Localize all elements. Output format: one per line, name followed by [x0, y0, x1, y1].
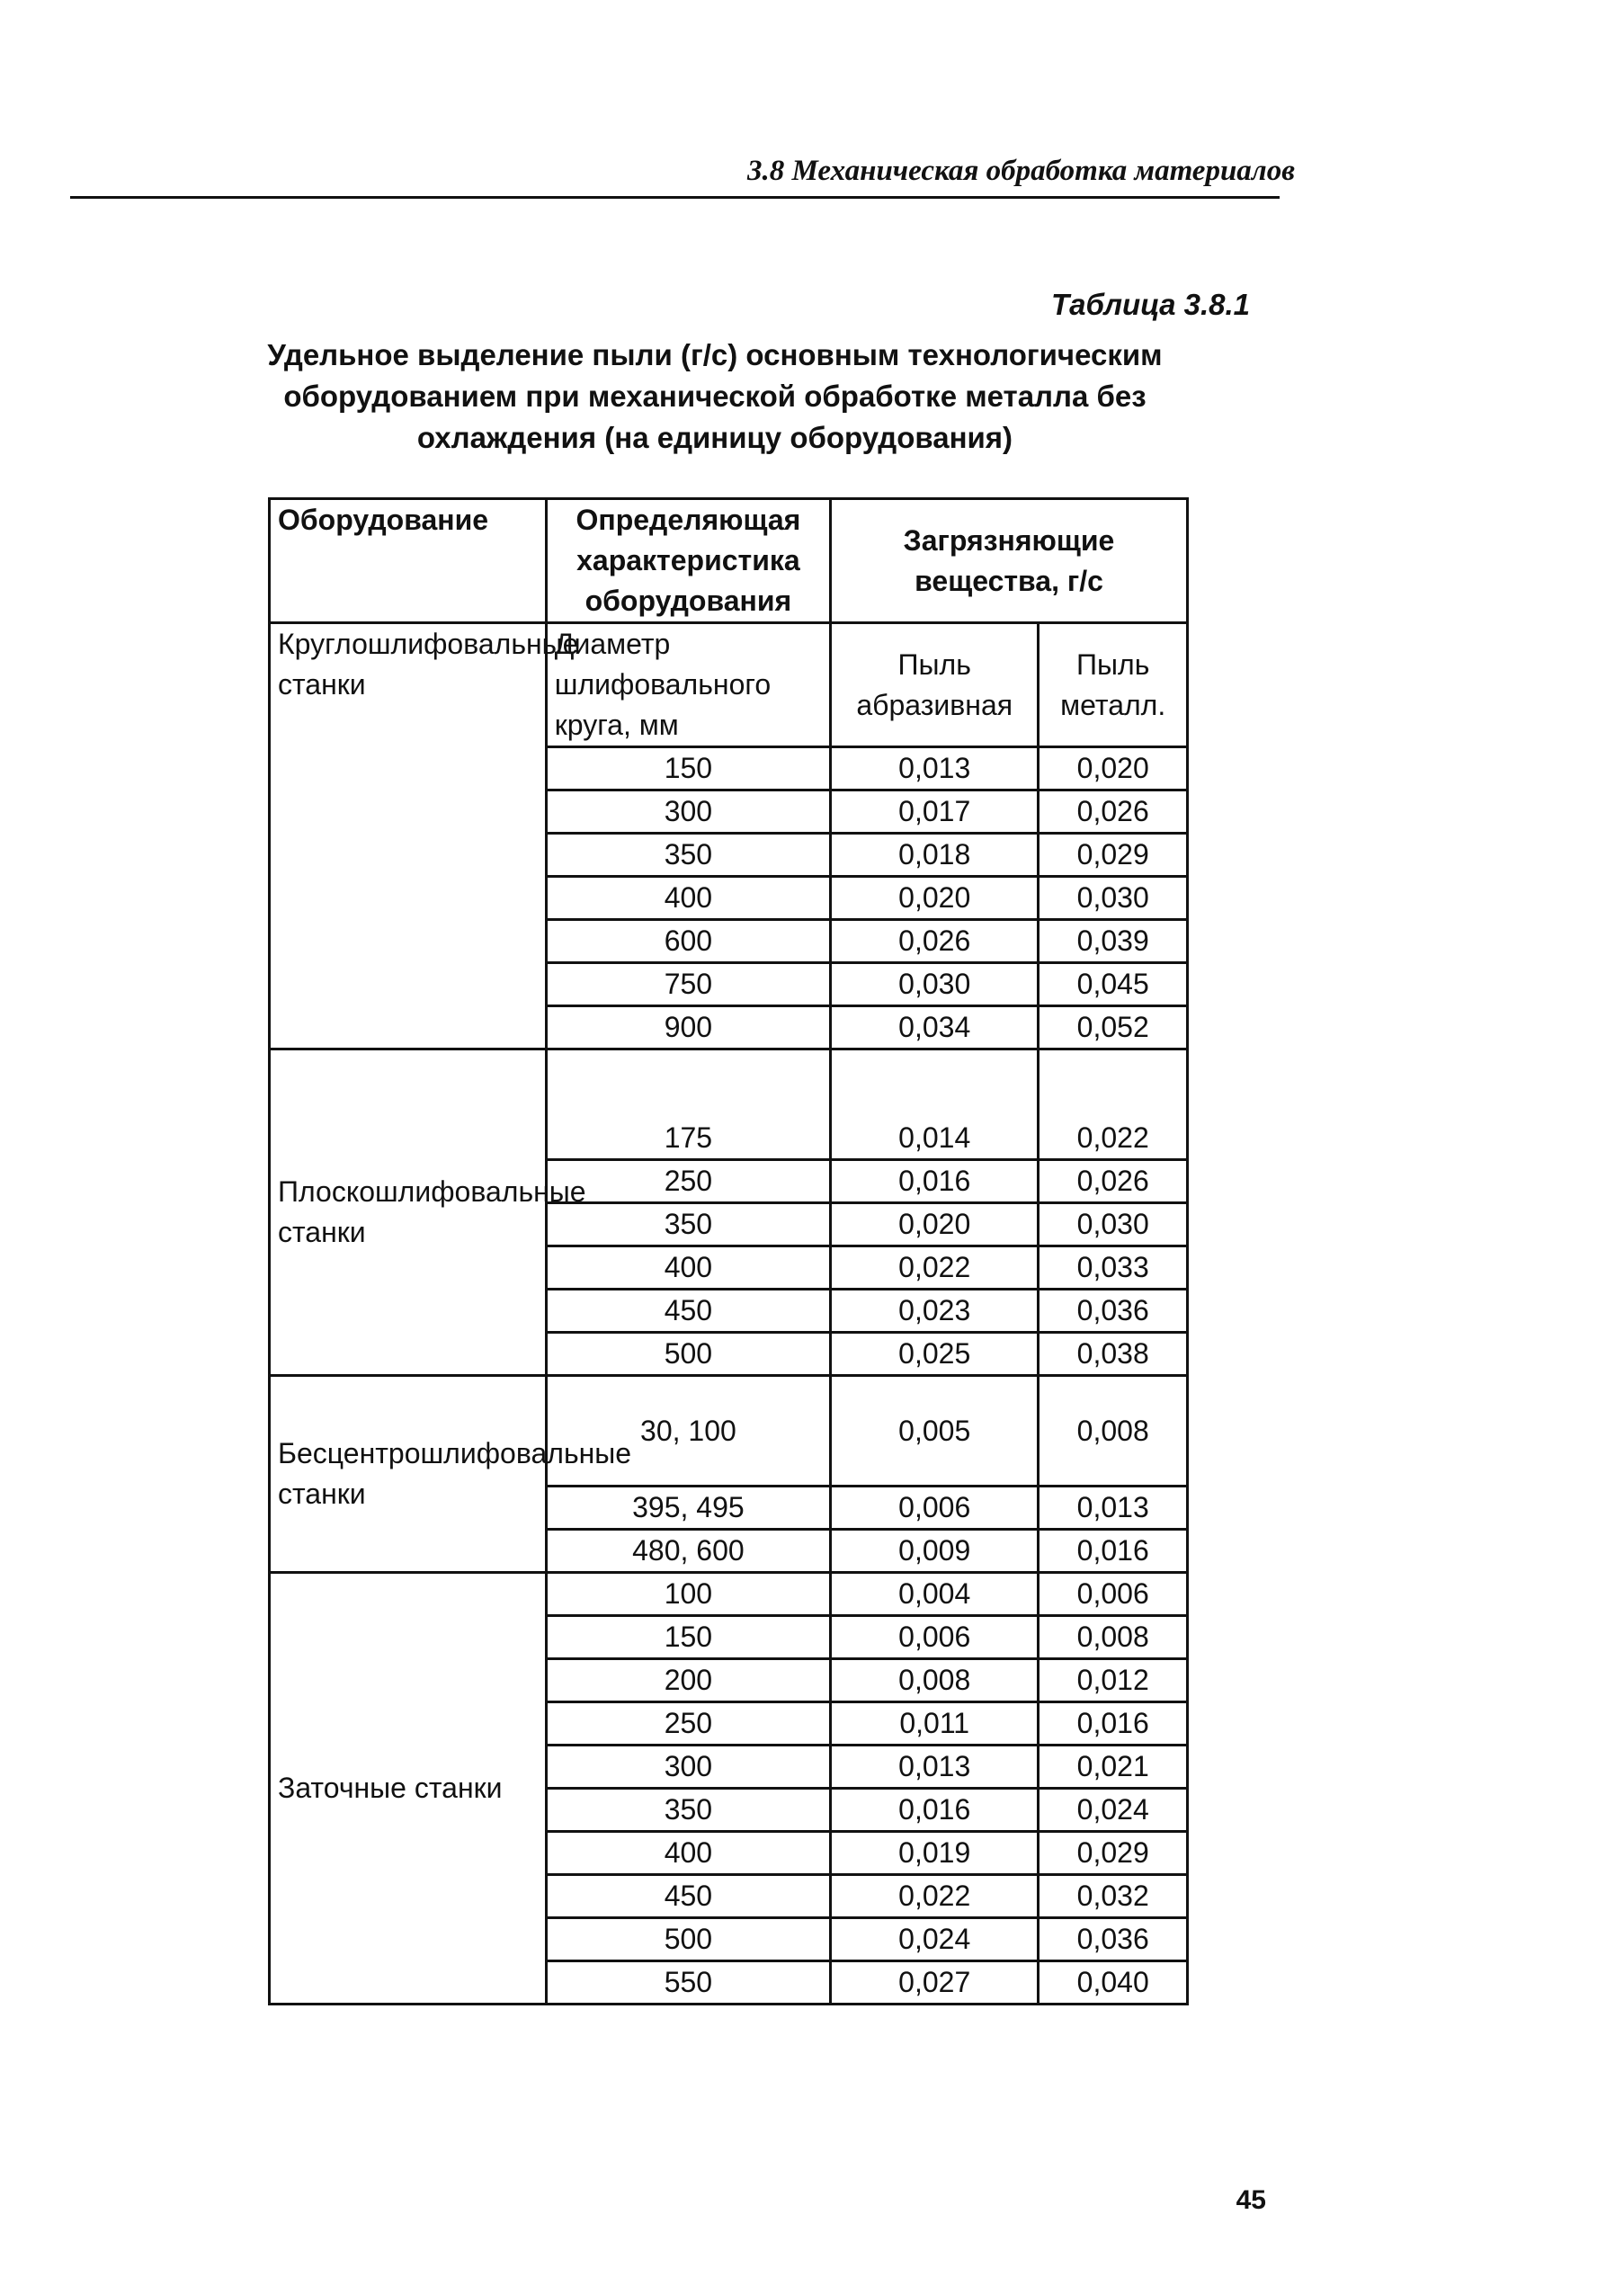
metal-dust-value: 0,045	[1039, 963, 1188, 1006]
equipment-cell: Круглошлифовальные станки	[270, 623, 547, 1049]
metal-dust-value: 0,039	[1039, 920, 1188, 963]
table-row	[270, 1376, 1188, 1487]
metal-dust-value: 0,012	[1039, 1659, 1188, 1702]
abrasive-dust-value: 0,016	[831, 1789, 1039, 1832]
table-row	[270, 1049, 1188, 1160]
metal-dust-value: 0,008	[1039, 1616, 1188, 1659]
metal-dust-value: 0,022	[1039, 1049, 1188, 1160]
characteristic-value: 750	[546, 963, 830, 1006]
abrasive-dust-value: 0,005	[831, 1376, 1039, 1487]
running-head: 3.8 Механическая обработка материалов	[746, 155, 1295, 187]
equipment-cell: Бесцентрошлифовальные станки	[270, 1376, 547, 1573]
dust-emission-table	[268, 497, 1189, 2005]
characteristic-value: 450	[546, 1875, 830, 1918]
characteristic-value: 250	[546, 1160, 830, 1203]
abrasive-dust-value: 0,006	[831, 1616, 1039, 1659]
metal-dust-value: 0,020	[1039, 747, 1188, 790]
abrasive-dust-subheader: Пыль абразивная	[831, 623, 1039, 747]
metal-dust-value: 0,026	[1039, 790, 1188, 834]
abrasive-dust-value: 0,009	[831, 1530, 1039, 1573]
characteristic-value: 350	[546, 1789, 830, 1832]
metal-dust-value: 0,029	[1039, 1832, 1188, 1875]
abrasive-dust-value: 0,020	[831, 877, 1039, 920]
characteristic-value: 450	[546, 1290, 830, 1333]
characteristic-value: 900	[546, 1006, 830, 1049]
characteristic-value: 175	[546, 1049, 830, 1160]
metal-dust-value: 0,030	[1039, 1203, 1188, 1246]
abrasive-dust-value: 0,018	[831, 834, 1039, 877]
header-characteristic: Определяющая характеристика оборудования	[546, 499, 830, 623]
equipment-cell: Заточные станки	[270, 1573, 547, 2005]
metal-dust-value: 0,052	[1039, 1006, 1188, 1049]
characteristic-value: 500	[546, 1333, 830, 1376]
header-rule	[70, 196, 1280, 199]
metal-dust-value: 0,024	[1039, 1789, 1188, 1832]
abrasive-dust-value: 0,019	[831, 1832, 1039, 1875]
abrasive-dust-value: 0,006	[831, 1487, 1039, 1530]
abrasive-dust-value: 0,034	[831, 1006, 1039, 1049]
metal-dust-value: 0,016	[1039, 1530, 1188, 1573]
metal-dust-value: 0,008	[1039, 1376, 1188, 1487]
abrasive-dust-value: 0,030	[831, 963, 1039, 1006]
abrasive-dust-value: 0,011	[831, 1702, 1039, 1746]
characteristic-value: 100	[546, 1573, 830, 1616]
abrasive-dust-value: 0,026	[831, 920, 1039, 963]
metal-dust-value: 0,033	[1039, 1246, 1188, 1290]
characteristic-value: 300	[546, 790, 830, 834]
header-pollutants: Загрязняющие вещества, г/с	[831, 499, 1188, 623]
abrasive-dust-value: 0,008	[831, 1659, 1039, 1702]
abrasive-dust-value: 0,025	[831, 1333, 1039, 1376]
characteristic-value: 400	[546, 1246, 830, 1290]
equipment-cell: Плоскошлифовальные станки	[270, 1049, 547, 1376]
characteristic-value: 550	[546, 1961, 830, 2005]
metal-dust-value: 0,036	[1039, 1290, 1188, 1333]
metal-dust-value: 0,038	[1039, 1333, 1188, 1376]
metal-dust-value: 0,026	[1039, 1160, 1188, 1203]
metal-dust-value: 0,030	[1039, 877, 1188, 920]
characteristic-value: 350	[546, 1203, 830, 1246]
metal-dust-value: 0,013	[1039, 1487, 1188, 1530]
abrasive-dust-value: 0,022	[831, 1246, 1039, 1290]
characteristic-value: 400	[546, 877, 830, 920]
abrasive-dust-value: 0,023	[831, 1290, 1039, 1333]
header-equipment: Оборудование	[270, 499, 547, 623]
metal-dust-value: 0,016	[1039, 1702, 1188, 1746]
page-number: 45	[1236, 2185, 1266, 2215]
abrasive-dust-value: 0,017	[831, 790, 1039, 834]
abrasive-dust-value: 0,013	[831, 1746, 1039, 1789]
characteristic-value: 395, 495	[546, 1487, 830, 1530]
metal-dust-subheader: Пыль металл.	[1039, 623, 1188, 747]
metal-dust-value: 0,021	[1039, 1746, 1188, 1789]
abrasive-dust-value: 0,014	[831, 1049, 1039, 1160]
table-row	[270, 1573, 1188, 1616]
characteristic-value: 480, 600	[546, 1530, 830, 1573]
metal-dust-value: 0,040	[1039, 1961, 1188, 2005]
abrasive-dust-value: 0,027	[831, 1961, 1039, 2005]
abrasive-dust-value: 0,013	[831, 747, 1039, 790]
abrasive-dust-value: 0,004	[831, 1573, 1039, 1616]
abrasive-dust-value: 0,016	[831, 1160, 1039, 1203]
characteristic-value: 600	[546, 920, 830, 963]
metal-dust-value: 0,029	[1039, 834, 1188, 877]
characteristic-value: 350	[546, 834, 830, 877]
characteristic-value: 30, 100	[546, 1376, 830, 1487]
characteristic-value: 300	[546, 1746, 830, 1789]
characteristic-value: 200	[546, 1659, 830, 1702]
table-number: Таблица 3.8.1	[1051, 288, 1250, 321]
metal-dust-value: 0,032	[1039, 1875, 1188, 1918]
metal-dust-value: 0,006	[1039, 1573, 1188, 1616]
characteristic-value: 500	[546, 1918, 830, 1961]
abrasive-dust-value: 0,020	[831, 1203, 1039, 1246]
characteristic-value: 150	[546, 747, 830, 790]
characteristic-value: 400	[546, 1832, 830, 1875]
characteristic-subheader: Диаметр шлифовального круга, мм	[546, 623, 830, 747]
table-title: Удельное выделение пыли (г/с) основным технологическим оборудованием при механической обработке металла без охлаждения (на единицу оборудования)	[267, 338, 1163, 454]
characteristic-value: 250	[546, 1702, 830, 1746]
abrasive-dust-value: 0,022	[831, 1875, 1039, 1918]
metal-dust-value: 0,036	[1039, 1918, 1188, 1961]
table-subheader-row	[270, 623, 1188, 747]
abrasive-dust-value: 0,024	[831, 1918, 1039, 1961]
characteristic-value: 150	[546, 1616, 830, 1659]
